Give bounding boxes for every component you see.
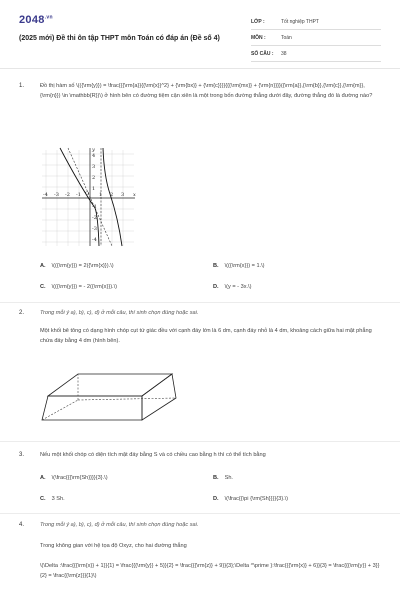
option-label: D. xyxy=(213,496,219,502)
x-tick-label: -4 xyxy=(43,192,48,198)
option-text: \(({\rm{y}}) = - 2({\rm{x}}).\) xyxy=(51,284,118,290)
x-axis-label: x xyxy=(133,192,136,198)
option-label: D. xyxy=(213,284,219,290)
y-tick-label: -3 xyxy=(92,226,97,232)
origin-label: O xyxy=(85,191,90,197)
hidden-edge xyxy=(78,398,176,400)
meta-row-class xyxy=(251,14,381,30)
x-tick-label: -2 xyxy=(65,192,70,198)
frustum-figure xyxy=(40,358,180,424)
site-logo[interactable] xyxy=(19,14,53,26)
question-divider xyxy=(0,302,400,303)
x-tick-label: 1 xyxy=(99,192,103,198)
option-label: B. xyxy=(213,263,219,269)
x-tick-label: 2 xyxy=(110,192,114,198)
answer-option-b[interactable] xyxy=(213,263,265,269)
option-label: C. xyxy=(40,496,46,502)
frustum-top-face xyxy=(48,374,172,396)
meta-value: Toán xyxy=(281,34,292,41)
header-divider xyxy=(0,68,400,69)
answer-option-d[interactable] xyxy=(213,496,288,502)
option-text: Sh. xyxy=(224,475,233,481)
y-tick-label: -2 xyxy=(92,215,97,221)
y-tick-label: 2 xyxy=(92,175,96,181)
meta-row-count xyxy=(251,46,381,62)
option-label: C. xyxy=(40,284,46,290)
question-instruction: Trong mỗi ý a), b), c), d) ở mỗi câu, thí sinh chọn đúng hoặc sai. xyxy=(40,522,199,528)
question-instruction: Trong mỗi ý a), b), c), d) ở mỗi câu, thí sinh chọn đúng hoặc sai. xyxy=(40,310,199,316)
question-formula: \(\Delta :\frac{{{\rm{x}} + 1}}{1} = \frac{{{\rm{y}} + 5}}{2} = \frac{{{\rm{z}} + 9}}{3};\Delta ^\prime }:\frac{{{\rm{x}} + 6}}{3} = \frac{{{\rm{y}} + 3}}{2} = \frac{{\rm{z}}}{1}\) xyxy=(40,563,380,579)
meta-value: 38 xyxy=(281,50,287,57)
option-text: \(\frac{{{\rm{Sh}}}}{3}.\) xyxy=(51,475,108,481)
hidden-edge xyxy=(42,400,78,420)
y-axis-label: y xyxy=(92,147,95,153)
option-label: A. xyxy=(40,475,46,481)
y-tick-label: -4 xyxy=(92,237,97,243)
question-text: Một khối bê tông có dạng hình chóp cụt tứ giác đều với cạnh đáy lớn là 6 dm, cạnh đáy nhỏ là 4 dm, khoảng cách giữa hai mặt phẳng chứa đáy bằng 4 dm (hình bên). xyxy=(40,328,372,344)
meta-key: SỐ CÂU : xyxy=(251,50,274,57)
option-text: \(\frac{{\pi {\rm{Sh}}}}{3}.\) xyxy=(224,496,289,502)
question-number: 4. xyxy=(19,522,25,528)
answer-option-b[interactable] xyxy=(213,475,233,481)
answer-option-c[interactable] xyxy=(40,496,65,502)
question-divider xyxy=(0,441,400,442)
question-text: Đồ thị hàm số \(({\rm{y}}) = \frac{{{\rm{a}}{{\rm{x}}^2} + {\rm{bx}} + {\rm{c}}}}{{{\rm{mx}} + {\rm{n}}}}({\rm{a}},{\rm{b}},{\rm{c}},{\rm{m}},{\rm{n}}) \in \mathbb{R})\) ở hình bên có đường tiệm cận xiên là một trong bốn đường thẳng dưới đây, đường thẳng đó là đường nào? xyxy=(40,83,373,99)
option-text: 3 Sh. xyxy=(51,496,65,502)
x-tick-label: -1 xyxy=(76,192,81,198)
option-text: \(({\rm{y}}) = 2({\rm{x}}).\) xyxy=(51,263,114,269)
frustum-side-face xyxy=(142,374,176,420)
y-tick-label: -1 xyxy=(92,204,97,210)
meta-key: LỚP : xyxy=(251,18,265,25)
x-tick-label: 3 xyxy=(121,192,125,198)
option-text: \(y = - 3x.\) xyxy=(224,284,252,290)
logo-suffix: .vn xyxy=(44,14,53,21)
answer-option-d[interactable] xyxy=(213,284,251,290)
meta-key: MÔN : xyxy=(251,34,266,41)
answer-option-a[interactable] xyxy=(40,263,114,269)
question-divider xyxy=(0,513,400,514)
meta-value: Tốt nghiệp THPT xyxy=(281,18,319,25)
answer-option-c[interactable] xyxy=(40,284,117,290)
y-tick-label: 4 xyxy=(92,153,96,159)
exam-title: (2025 mới) Đề thi ôn tập THPT môn Toán có đáp án (Đề số 4) xyxy=(19,35,220,42)
y-tick-label: 1 xyxy=(92,186,96,192)
meta-row-subject xyxy=(251,30,381,46)
question-number: 1. xyxy=(19,83,25,89)
question-text: Nếu một khối chóp có diện tích mặt đáy bằng S và có chiều cao bằng h thì có thể tích bằng xyxy=(40,452,266,458)
option-label: B. xyxy=(213,475,219,481)
answer-option-a[interactable] xyxy=(40,475,108,481)
option-text: \(({\rm{x}}) = 1.\) xyxy=(224,263,265,269)
option-label: A. xyxy=(40,263,46,269)
question-text: Trong không gian với hệ tọa độ Oxyz, cho hai đường thẳng xyxy=(40,543,187,549)
function-graph xyxy=(40,146,140,248)
exam-meta-table xyxy=(251,14,381,62)
question-number: 3. xyxy=(19,452,25,458)
question-number: 2. xyxy=(19,310,25,316)
x-tick-label: -3 xyxy=(54,192,59,198)
y-tick-label: 3 xyxy=(92,164,96,170)
logo-text: 2048 xyxy=(19,14,45,26)
